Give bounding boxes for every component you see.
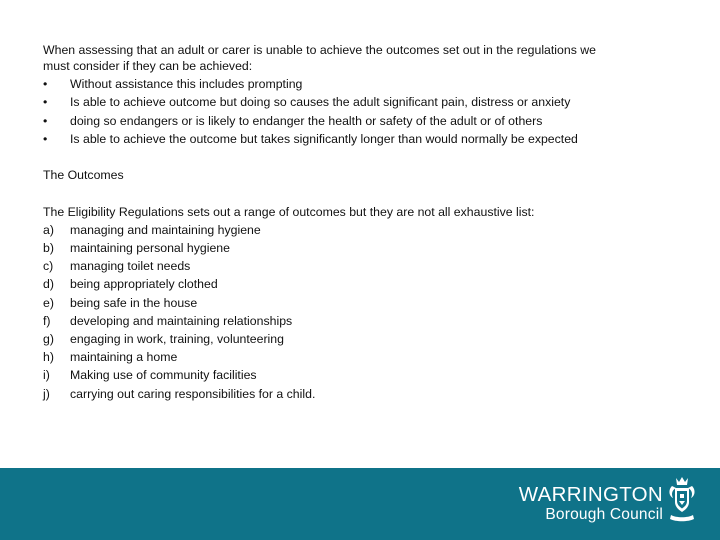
outcome-marker: c) xyxy=(43,259,54,274)
outcome-text: maintaining personal hygiene xyxy=(70,241,230,255)
council-logo-text xyxy=(519,484,663,524)
logo-org-name: WARRINGTON xyxy=(518,483,663,506)
outcome-text: managing and maintaining hygiene xyxy=(70,222,261,237)
bullet-marker: • xyxy=(43,113,48,128)
footer-banner xyxy=(0,468,720,540)
outcome-item xyxy=(43,366,693,384)
outcome-text: Making use of community facilities xyxy=(70,368,257,383)
outcome-marker: a) xyxy=(43,222,54,237)
intro-line-2: must consider if they can be achieved: xyxy=(43,59,253,73)
outcome-item xyxy=(43,312,693,330)
list-item xyxy=(43,130,693,148)
bullet-text: Is able to achieve outcome but doing so causes the adult significant pain, distress or anxiety xyxy=(70,95,571,110)
bullet-marker: • xyxy=(43,77,48,92)
outcome-text: developing and maintaining relationships xyxy=(70,313,293,328)
outcome-marker: e) xyxy=(43,295,54,310)
outcome-marker: h) xyxy=(43,350,54,365)
outcome-marker: i) xyxy=(43,368,50,383)
bullet-text: Without assistance this includes prompting xyxy=(70,77,303,92)
outcome-marker: g) xyxy=(43,332,54,347)
outcome-text: being safe in the house xyxy=(70,295,198,310)
intro-line-1: When assessing that an adult or carer is unable to achieve the outcomes set out in the regulations we xyxy=(43,43,596,57)
outcome-item xyxy=(43,385,693,403)
outcome-item xyxy=(43,330,693,348)
outcome-text: maintaining a home xyxy=(70,350,178,365)
outcome-text: carrying out caring responsibilities for a child. xyxy=(70,386,316,401)
bullet-text: doing so endangers or is likely to endanger the health or safety of the adult or of others xyxy=(70,113,543,128)
bullet-marker: • xyxy=(43,95,48,110)
outcome-marker: d) xyxy=(43,277,54,292)
outcome-item xyxy=(43,294,693,312)
outcome-text: managing toilet needs xyxy=(70,259,191,274)
outcome-marker: j) xyxy=(43,386,50,401)
logo-org-subtitle: Borough Council xyxy=(545,506,663,523)
bullet-text: Is able to achieve the outcome but takes significantly longer than would normally be expected xyxy=(70,131,578,146)
outcome-marker: b) xyxy=(43,241,54,255)
list-item xyxy=(43,75,693,93)
outcome-marker: f) xyxy=(43,313,51,328)
list-item xyxy=(43,112,693,130)
outcomes-lead: The Eligibility Regulations sets out a range of outcomes but they are not all exhaustive list: xyxy=(43,204,535,219)
outcome-text: engaging in work, training, volunteering xyxy=(70,332,284,347)
outcome-item xyxy=(43,239,693,257)
section-heading: The Outcomes xyxy=(43,168,124,183)
list-item xyxy=(43,93,693,111)
outcome-text: being appropriately clothed xyxy=(70,277,218,292)
bullet-marker: • xyxy=(43,131,48,146)
outcome-item xyxy=(43,348,693,366)
outcome-item xyxy=(43,275,693,293)
outcome-item xyxy=(43,221,693,239)
slide-body xyxy=(43,44,693,403)
council-crest-icon xyxy=(666,474,698,526)
outcome-item xyxy=(43,257,693,275)
